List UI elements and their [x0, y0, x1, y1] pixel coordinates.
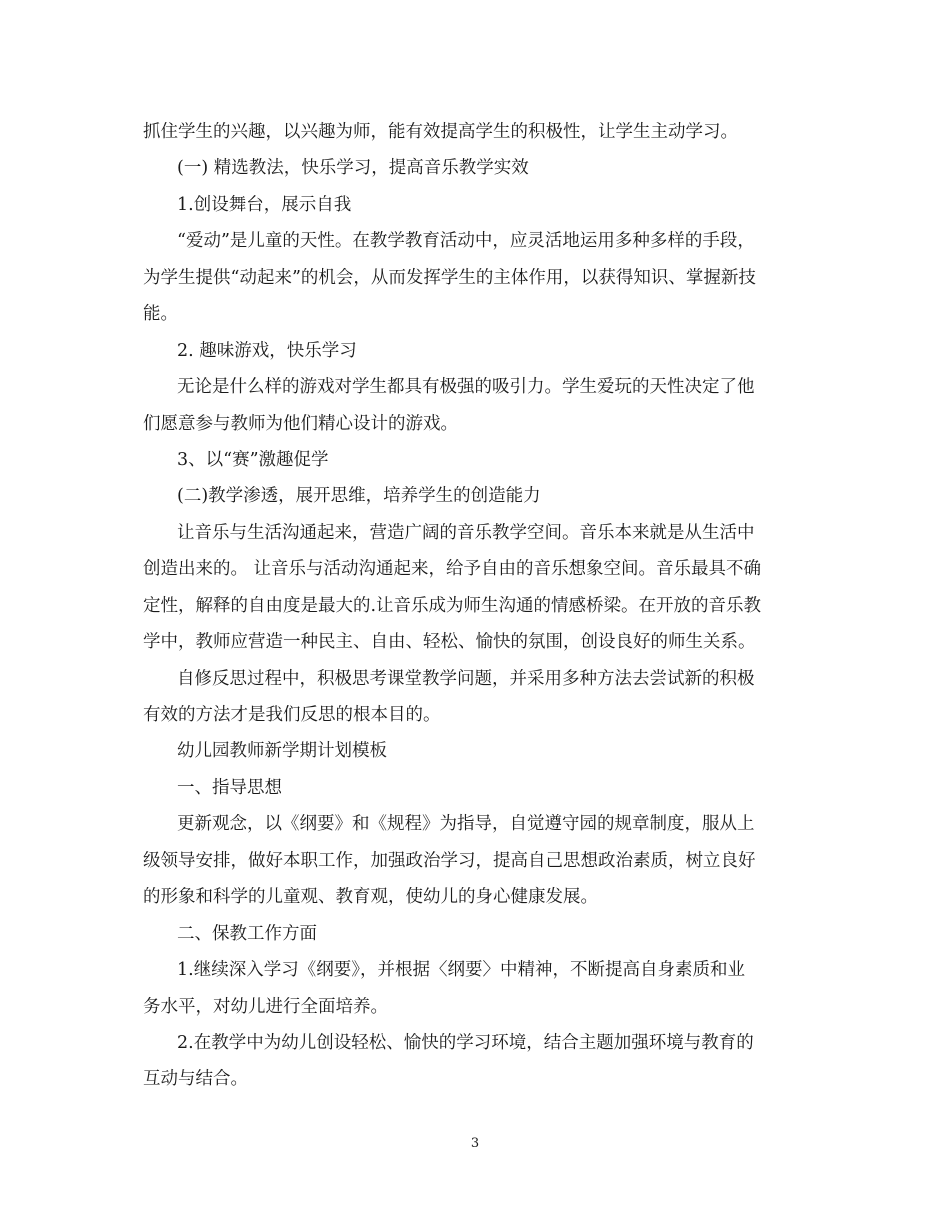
text-line: 定性，解释的自由度是最大的.让音乐成为师生沟通的情感桥梁。在开放的音乐教 [143, 595, 762, 616]
text-line: 幼儿园教师新学期计划模板 [177, 741, 387, 762]
text-line: 抓住学生的兴趣，以兴趣为师，能有效提高学生的积极性，让学生主动学习。 [143, 122, 738, 142]
text-line: 无论是什么样的游戏对学生都具有极强的吸引力。学生爱玩的天性决定了他 [177, 377, 755, 398]
text-line: 更新观念，以《纲要》和《规程》为指导，自觉遵守园的规章制度，服从上 [177, 814, 755, 835]
text-line: 2. 趣味游戏，快乐学习 [177, 340, 357, 361]
text-line: 1.继续深入学习《纲要》，并根据〈纲要〉中精神，不断提高自身素质和业 [177, 960, 745, 981]
text-line: 互动与结合。 [143, 1069, 248, 1090]
text-line: 2.在教学中为幼儿创设轻松、愉快的学习环境，结合主题加强环境与教育的 [177, 1032, 754, 1053]
document-body [143, 114, 807, 1098]
text-line: 有效的方法才是我们反思的根本目的。 [143, 705, 441, 725]
text-line: 1.创设舞台，展示自我 [177, 194, 352, 215]
text-line: (二)教学渗透，展开思维，培养学生的创造能力 [177, 486, 541, 507]
text-line: “爱动”是儿童的天性。在教学教育活动中，应灵活地运用多种多样的手段， [177, 231, 755, 252]
text-line: 二、保教工作方面 [177, 923, 317, 944]
text-line: 的形象和科学的儿童观、教育观，使幼儿的身心健康发展。 [143, 887, 598, 908]
text-line: 一、指导思想 [177, 777, 282, 798]
text-line: 让音乐与生活沟通起来，营造广阔的音乐教学空间。音乐本来就是从生活中 [177, 522, 755, 543]
page-number: 3 [470, 1136, 480, 1151]
text-line: 自修反思过程中，积极思考课堂教学问题，并采用多种方法去尝试新的积极 [177, 668, 755, 689]
text-line: 们愿意参与教师为他们精心设计的游戏。 [143, 413, 458, 434]
text-line: 务水平，对幼儿进行全面培养。 [143, 996, 388, 1017]
text-line: 为学生提供“动起来”的机会，从而发挥学生的主体作用，以获得知识、掌握新技 [143, 267, 756, 288]
text-line: (一) 精选教法，快乐学习，提高音乐教学实效 [177, 158, 529, 179]
text-line: 学中，教师应营造一种民主、自由、轻松、愉快的氛围，创设良好的师生关系。 [143, 632, 756, 653]
text-line: 能。 [143, 304, 178, 325]
text-line: 3、以“赛”激趣促学 [177, 449, 329, 470]
text-line: 级领导安排，做好本职工作，加强政治学习，提高自己思想政治素质，树立良好 [143, 850, 756, 871]
text-line: 创造出来的。 让音乐与活动沟通起来，给予自由的音乐想象空间。音乐最具不确 [143, 559, 762, 580]
